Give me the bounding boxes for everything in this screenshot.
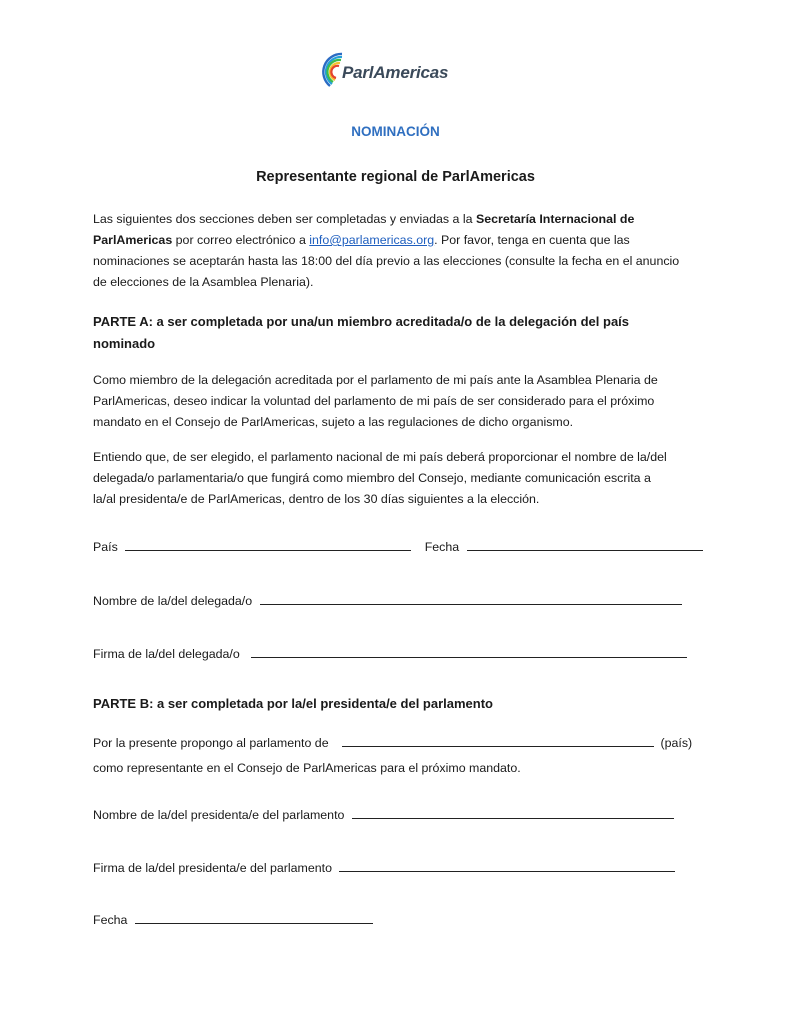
propose-suffix: (país) [660,736,693,750]
part-a-title [93,311,708,355]
country-date-row [93,538,703,554]
intro-text: por correo electrónico a [172,233,310,247]
paragraph-line: delegada/o parlamentaria/o que fungirá como miembro del Consejo, mediante comunicación escrita a [93,471,651,485]
president-signature-row [93,859,675,875]
country-field[interactable] [125,538,411,551]
paragraph-line: Entiendo que, de ser elegido, el parlamento nacional de mi país deberá proporcionar el nombre de la/del [93,450,667,464]
intro-line: nominaciones se aceptarán hasta las 18:00 del día previo a las elecciones (consulte la fecha en el anuncio [93,254,680,268]
email-link[interactable]: info@parlamericas.org [309,233,435,247]
intro-line: de elecciones de la Asamblea Plenaria). [93,275,314,289]
president-signature-field[interactable] [339,859,675,872]
delegate-name-label: Nombre de la/del delegada/o [93,594,253,608]
president-name-field[interactable] [352,806,674,819]
propose-prefix: Por la presente propongo al parlamento de [93,736,329,750]
intro-text: Las siguientes dos secciones deben ser completadas y enviadas a la [93,212,476,226]
part-b-date-label: Fecha [93,913,128,927]
part-a-paragraph-2 [93,447,708,510]
paragraph-line: la/al presidenta/e de ParlAmericas, dentro de los 30 días siguientes a la elección. [93,492,540,506]
part-a-title-line: PARTE A: a ser completada por una/un miembro acreditada/o de la delegación del país [93,314,630,329]
part-b-title: PARTE B: a ser completada por la/el presidenta/e del parlamento [93,696,493,711]
delegate-signature-label: Firma de la/del delegada/o [93,647,240,661]
intro-text: . Por favor, tenga en cuenta que las [434,233,630,247]
document-title: NOMINACIÓN [351,124,440,139]
delegate-name-field[interactable] [260,592,682,605]
part-b-date-field[interactable] [135,911,373,924]
parliament-country-field[interactable] [342,734,654,747]
president-name-label: Nombre de la/del presidenta/e del parlamento [93,808,345,822]
intro-paragraph [93,209,708,293]
paragraph-line: ParlAmericas, deseo indicar la voluntad del parlamento de mi país de ser considerado para el próximo [93,394,655,408]
paragraph-line: Como miembro de la delegación acreditada por el parlamento de mi país ante la Asamblea Plenaria de [93,373,658,387]
president-signature-label: Firma de la/del presidenta/e del parlamento [93,861,332,875]
date-field[interactable] [467,538,703,551]
part-b-date-row [93,911,373,927]
delegate-name-row [93,592,682,608]
date-label: Fecha [424,540,460,554]
country-label: País [93,540,118,554]
propose-line-2: como representante en el Consejo de ParlAmericas para el próximo mandato. [93,761,521,775]
logo-text: ParlAmericas [342,63,449,82]
paragraph-line: mandato en el Consejo de ParlAmericas, sujeto a las regulaciones de dicho organismo. [93,415,574,429]
delegate-signature-field[interactable] [251,645,687,658]
president-name-row [93,806,674,822]
part-a-paragraph-1 [93,370,708,433]
part-a-title-line: nominado [93,336,156,351]
intro-bold: ParlAmericas [93,233,173,247]
intro-bold: Secretaría Internacional de [475,212,635,226]
delegate-signature-row [93,645,687,661]
parlamericas-logo [320,50,480,92]
document-subtitle: Representante regional de ParlAmericas [256,169,535,185]
propose-row [93,734,692,750]
